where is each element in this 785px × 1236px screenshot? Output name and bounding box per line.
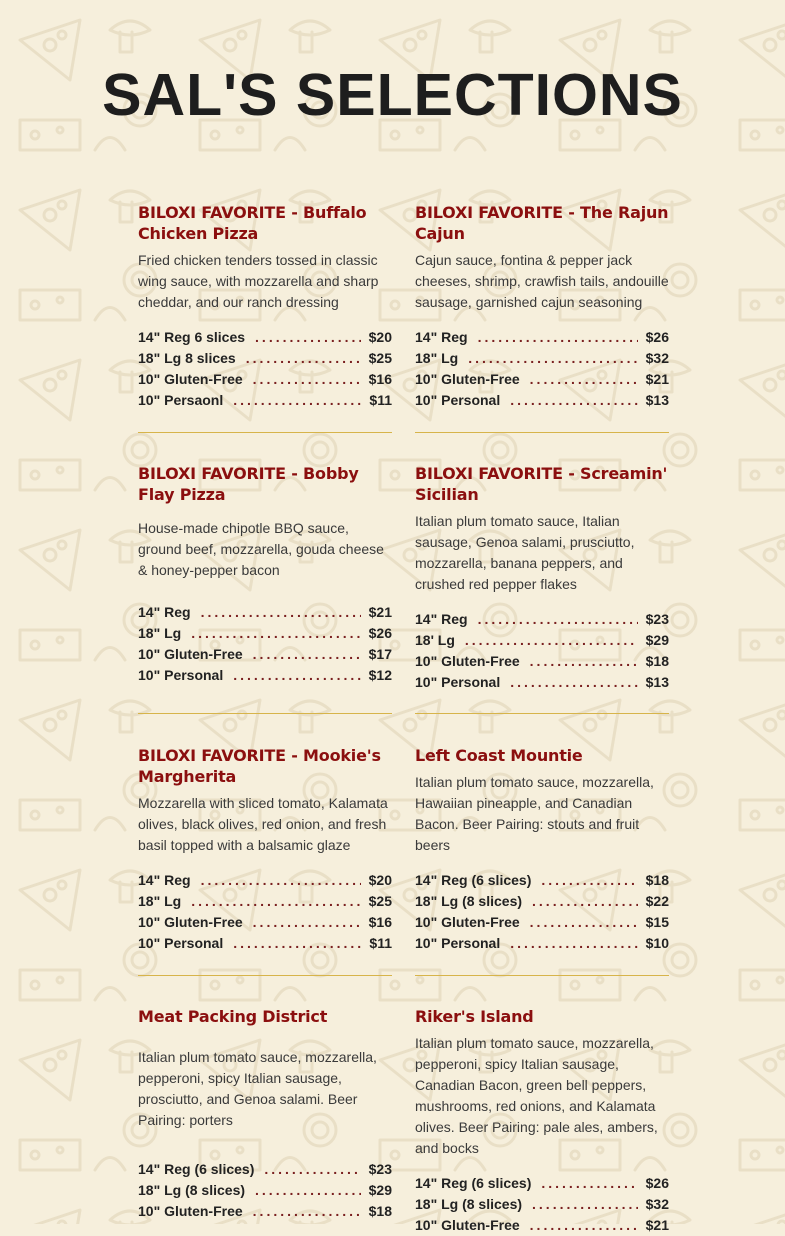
menu-item-screamin-sicilian xyxy=(415,463,669,745)
price-value: $15 xyxy=(645,914,669,930)
price-list xyxy=(415,609,669,693)
menu-item-rajun-cajun xyxy=(415,202,669,463)
price-row xyxy=(138,665,392,686)
price-row xyxy=(415,1194,669,1215)
price-row xyxy=(415,870,669,891)
dot-leader xyxy=(510,933,637,954)
size-label: 14" Reg (6 slices) xyxy=(415,1175,532,1191)
price-value: $29 xyxy=(645,632,669,648)
menu-item-bobby-flay xyxy=(138,463,392,745)
dot-leader xyxy=(201,602,361,623)
item-description: Fried chicken tenders tossed in classic wing sauce, with mozzarella and sharp cheddar, and our ranch dressing xyxy=(138,252,379,310)
price-list xyxy=(415,1173,669,1236)
item-title: Meat Packing District xyxy=(138,1007,328,1026)
size-label: 18" Lg (8 slices) xyxy=(138,1182,246,1198)
dot-leader xyxy=(541,870,637,891)
price-value: $23 xyxy=(645,611,669,627)
dot-leader xyxy=(191,891,360,912)
item-description: Italian plum tomato sauce, mozzarella, pepperoni, spicy Italian sausage, prosciutto, and Genoa salami. Beer Pairing: porters xyxy=(138,1049,377,1128)
dot-leader xyxy=(465,630,638,651)
dot-leader xyxy=(253,369,361,390)
item-title: Riker's Island xyxy=(415,1007,534,1026)
price-value: $18 xyxy=(368,1203,392,1219)
size-label: 10" Gluten-Free xyxy=(415,371,520,387)
size-label: 14" Reg xyxy=(415,611,468,627)
size-label: 18" Lg xyxy=(415,350,459,366)
dot-leader xyxy=(201,870,361,891)
dot-leader xyxy=(530,1215,638,1236)
item-title: BILOXI FAVORITE - Mookie's Margherita xyxy=(138,746,381,786)
price-list xyxy=(138,1159,392,1222)
item-title: BILOXI FAVORITE - Bobby Flay Pizza xyxy=(138,464,359,504)
price-value: $17 xyxy=(368,646,392,662)
item-description: Cajun sauce, fontina & pepper jack cheeses, shrimp, crawfish tails, andouille sausage, garnished cajun seasoning xyxy=(415,252,669,310)
price-value: $26 xyxy=(645,329,669,345)
size-label: 14" Reg xyxy=(138,872,191,888)
price-row xyxy=(138,327,392,348)
dot-leader xyxy=(233,390,361,411)
price-value: $20 xyxy=(368,329,392,345)
size-label: 18" Lg (8 slices) xyxy=(415,893,523,909)
size-label: 10" Gluten-Free xyxy=(138,914,243,930)
menu-item-buffalo-chicken xyxy=(138,202,392,463)
dot-leader xyxy=(478,609,638,630)
price-value: $10 xyxy=(645,935,669,951)
price-row xyxy=(138,1159,392,1180)
dot-leader xyxy=(253,1201,361,1222)
size-label: 10" Personal xyxy=(138,667,224,683)
dot-leader xyxy=(253,912,361,933)
menu-grid xyxy=(138,202,669,1233)
size-label: 14" Reg (6 slices) xyxy=(415,872,532,888)
item-title: Left Coast Mountie xyxy=(415,746,583,765)
item-title: BILOXI FAVORITE - Buffalo Chicken Pizza xyxy=(138,203,367,243)
size-label: 10" Persaonl xyxy=(138,392,224,408)
price-list xyxy=(138,602,392,686)
price-value: $21 xyxy=(645,1217,669,1233)
dot-leader xyxy=(530,369,638,390)
price-row xyxy=(138,623,392,644)
item-title: BILOXI FAVORITE - Screamin' Sicilian xyxy=(415,464,668,504)
size-label: 10" Gluten-Free xyxy=(415,653,520,669)
dot-leader xyxy=(246,348,361,369)
price-value: $13 xyxy=(645,392,669,408)
price-value: $11 xyxy=(369,935,392,951)
dot-leader xyxy=(510,672,637,693)
price-value: $26 xyxy=(368,625,392,641)
price-row xyxy=(415,933,669,954)
price-value: $32 xyxy=(645,350,669,366)
menu-item-left-coast-mountie xyxy=(415,745,669,1006)
size-label: 18" Lg xyxy=(138,893,182,909)
price-list xyxy=(415,870,669,954)
price-row xyxy=(138,870,392,891)
price-row xyxy=(138,390,392,411)
dot-leader xyxy=(468,348,637,369)
price-row xyxy=(415,369,669,390)
menu-row xyxy=(138,1006,669,1233)
dot-leader xyxy=(264,1159,360,1180)
price-row xyxy=(138,602,392,623)
price-row xyxy=(415,348,669,369)
price-row xyxy=(415,630,669,651)
price-row xyxy=(415,651,669,672)
page-title: SAL'S SELECTIONS xyxy=(102,62,683,128)
price-list xyxy=(138,327,392,411)
size-label: 18" Lg xyxy=(138,625,182,641)
size-label: 18" Lg 8 slices xyxy=(138,350,236,366)
price-value: $12 xyxy=(368,667,392,683)
price-value: $16 xyxy=(368,914,392,930)
price-value: $25 xyxy=(368,350,392,366)
item-title: BILOXI FAVORITE - The Rajun Cajun xyxy=(415,203,669,243)
item-description: Italian plum tomato sauce, mozzarella, Hawaiian pineapple, and Canadian Bacon. Beer Pairing: stouts and fruit beers xyxy=(415,774,654,853)
section-divider xyxy=(138,432,392,433)
price-row xyxy=(415,609,669,630)
size-label: 10" Gluten-Free xyxy=(415,914,520,930)
price-value: $22 xyxy=(645,893,669,909)
dot-leader xyxy=(255,327,361,348)
price-row xyxy=(138,912,392,933)
price-row xyxy=(138,891,392,912)
dot-leader xyxy=(233,665,360,686)
dot-leader xyxy=(253,644,361,665)
price-row xyxy=(138,933,392,954)
size-label: 14" Reg xyxy=(138,604,191,620)
dot-leader xyxy=(530,651,638,672)
dot-leader xyxy=(510,390,637,411)
price-row xyxy=(138,1180,392,1201)
price-list xyxy=(415,327,669,411)
price-value: $26 xyxy=(645,1175,669,1191)
price-value: $18 xyxy=(645,872,669,888)
dot-leader xyxy=(191,623,360,644)
size-label: 14" Reg (6 slices) xyxy=(138,1161,255,1177)
size-label: 10" Gluten-Free xyxy=(415,1217,520,1233)
price-row xyxy=(415,891,669,912)
size-label: 10" Personal xyxy=(138,935,224,951)
price-value: $32 xyxy=(645,1196,669,1212)
price-value: $23 xyxy=(368,1161,392,1177)
size-label: 10" Personal xyxy=(415,674,501,690)
dot-leader xyxy=(532,1194,638,1215)
size-label: 10" Gluten-Free xyxy=(138,646,243,662)
price-row xyxy=(415,672,669,693)
item-description: House-made chipotle BBQ sauce, ground beef, mozzarella, gouda cheese & honey-pepper bacon xyxy=(138,520,384,578)
dot-leader xyxy=(541,1173,637,1194)
price-row xyxy=(415,1215,669,1236)
item-description: Mozzarella with sliced tomato, Kalamata olives, black olives, red onion, and fresh basil topped with a balsamic glaze xyxy=(138,795,388,853)
price-row xyxy=(415,1173,669,1194)
dot-leader xyxy=(530,912,638,933)
price-value: $13 xyxy=(645,674,669,690)
price-list xyxy=(138,870,392,954)
menu-row xyxy=(138,463,669,745)
size-label: 18' Lg xyxy=(415,632,455,648)
price-row xyxy=(138,644,392,665)
price-row xyxy=(138,348,392,369)
price-value: $16 xyxy=(368,371,392,387)
size-label: 14" Reg xyxy=(415,329,468,345)
price-value: $18 xyxy=(645,653,669,669)
size-label: 10" Gluten-Free xyxy=(138,1203,243,1219)
price-row xyxy=(415,390,669,411)
section-divider xyxy=(138,975,392,976)
dot-leader xyxy=(255,1180,361,1201)
menu-item-rikers-island xyxy=(415,1006,669,1233)
price-row xyxy=(415,912,669,933)
menu-row xyxy=(138,202,669,463)
section-divider xyxy=(415,713,669,714)
price-row xyxy=(138,1201,392,1222)
size-label: 10" Personal xyxy=(415,392,501,408)
item-description: Italian plum tomato sauce, mozzarella, pepperoni, spicy Italian sausage, Canadian Bacon, green bell peppers, mushrooms, red onions, and Kalamata olives. Beer Pairing: pale ales, ambers, and bocks xyxy=(415,1035,658,1156)
price-row xyxy=(415,327,669,348)
section-divider xyxy=(415,975,669,976)
price-value: $11 xyxy=(369,392,392,408)
section-divider xyxy=(138,713,392,714)
price-value: $21 xyxy=(368,604,392,620)
section-divider xyxy=(415,432,669,433)
menu-row xyxy=(138,745,669,1006)
dot-leader xyxy=(532,891,638,912)
price-value: $20 xyxy=(368,872,392,888)
menu-item-meat-packing-district xyxy=(138,1006,392,1226)
size-label: 10" Gluten-Free xyxy=(138,371,243,387)
item-description: Italian plum tomato sauce, Italian sausage, Genoa salami, prusciutto, mozzarella, banana peppers, and crushed red pepper flakes xyxy=(415,513,635,592)
menu-item-mookies-margherita xyxy=(138,745,392,1006)
price-value: $25 xyxy=(368,893,392,909)
size-label: 18" Lg (8 slices) xyxy=(415,1196,523,1212)
price-value: $21 xyxy=(645,371,669,387)
price-value: $29 xyxy=(368,1182,392,1198)
size-label: 10" Personal xyxy=(415,935,501,951)
size-label: 14" Reg 6 slices xyxy=(138,329,246,345)
price-row xyxy=(138,369,392,390)
dot-leader xyxy=(233,933,361,954)
dot-leader xyxy=(478,327,638,348)
